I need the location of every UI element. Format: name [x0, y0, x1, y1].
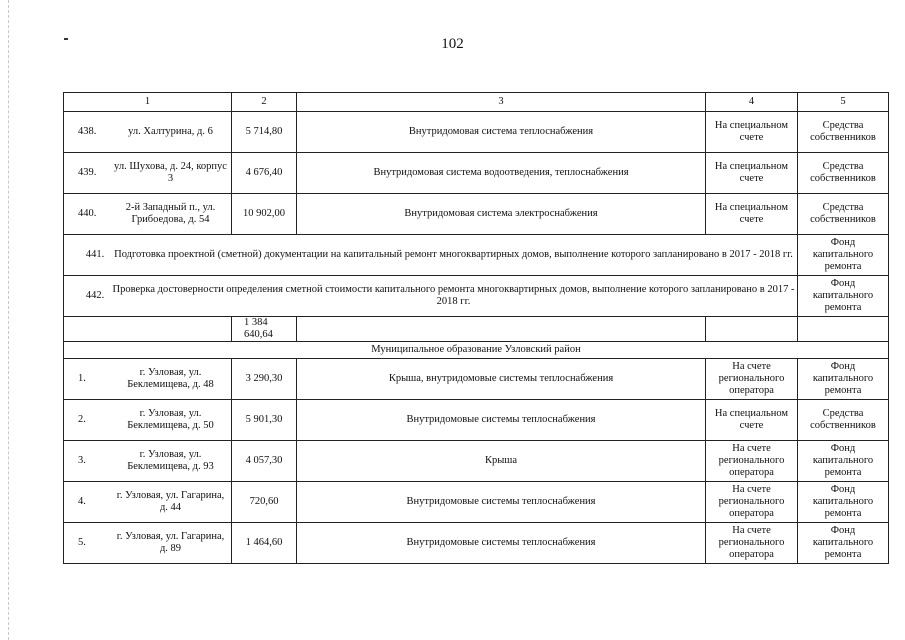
work-description: Подготовка проектной (сметной) документации на капитальный ремонт многоквартирных домов, выполнение которого запланировано в 2017 - 2018 гг. — [114, 249, 793, 260]
house-address: ул. Шухова, д. 24, корпус 3 — [114, 161, 227, 184]
cost-cell: 5 714,80 — [232, 112, 297, 153]
address-cell — [64, 523, 232, 564]
cost-cell: 4 057,30 — [232, 441, 297, 482]
empty-cell — [297, 317, 706, 342]
funding-source-cell: Фонд капитального ремонта — [798, 523, 889, 564]
table-row — [64, 276, 889, 317]
funding-source-cell: Средства собственников — [798, 112, 889, 153]
house-address: г. Узловая, ул. Беклемищева, д. 93 — [127, 449, 214, 472]
account-status-cell: На специальном счете — [706, 153, 798, 194]
description-cell — [64, 276, 798, 317]
cost-cell: 4 676,40 — [232, 153, 297, 194]
empty-cell — [706, 317, 798, 342]
funding-source-cell: Средства собственников — [798, 400, 889, 441]
account-status-cell: На счете регионального оператора — [706, 523, 798, 564]
table-row — [64, 235, 889, 276]
column-header: 1 — [64, 93, 232, 112]
table-row — [64, 194, 889, 235]
work-type-cell: Внутридомовые системы теплоснабжения — [297, 523, 706, 564]
work-type-cell: Внутридомовые системы теплоснабжения — [297, 400, 706, 441]
row-number: 439. — [78, 167, 97, 178]
table-row — [64, 523, 889, 564]
address-cell — [64, 359, 232, 400]
cost-cell: 3 290,30 — [232, 359, 297, 400]
work-type-cell: Внутридомовые системы теплоснабжения — [297, 482, 706, 523]
funding-source-cell: Фонд капитального ремонта — [798, 359, 889, 400]
address-cell — [64, 482, 232, 523]
house-address: г. Узловая, ул. Беклемищева, д. 50 — [127, 408, 214, 431]
account-status-cell: На специальном счете — [706, 112, 798, 153]
column-header: 2 — [232, 93, 297, 112]
row-number: 442. — [85, 290, 105, 301]
cost-cell: 5 901,30 — [232, 400, 297, 441]
house-address: 2-й Западный п., ул. Грибоедова, д. 54 — [125, 202, 216, 225]
funding-source-cell: Фонд капитального ремонта — [798, 441, 889, 482]
column-header: 5 — [798, 93, 889, 112]
row-number: 440. — [78, 208, 97, 219]
table-row — [64, 482, 889, 523]
table-row — [64, 400, 889, 441]
work-type-cell: Внутридомовая система теплоснабжения — [297, 112, 706, 153]
work-type-cell: Внутридомовая система водоотведения, теплоснабжения — [297, 153, 706, 194]
work-type-cell: Крыша — [297, 441, 706, 482]
row-number: 3. — [78, 455, 86, 466]
cost-cell: 10 902,00 — [232, 194, 297, 235]
work-description: Проверка достоверности определения сметной стоимости капитального ремонта многоквартирных домов, выполнение которого запланировано в 2017 - 2018 гг. — [112, 284, 795, 307]
cost-cell: 720,60 — [232, 482, 297, 523]
table-row — [64, 359, 889, 400]
total-row — [64, 317, 889, 342]
column-header: 4 — [706, 93, 798, 112]
column-header: 3 — [297, 93, 706, 112]
row-number: 441. — [85, 249, 105, 260]
address-cell — [64, 441, 232, 482]
work-type-cell: Внутридомовая система электроснабжения — [297, 194, 706, 235]
section-title: Муниципальное образование Узловский район — [64, 342, 889, 359]
account-status-cell: На счете регионального оператора — [706, 359, 798, 400]
funding-source-cell: Средства собственников — [798, 194, 889, 235]
account-status-cell: На специальном счете — [706, 194, 798, 235]
scan-edge-line — [8, 0, 10, 640]
description-cell — [64, 235, 798, 276]
row-number: 1. — [78, 373, 86, 384]
cost-cell: 1 464,60 — [232, 523, 297, 564]
funding-source-cell: Средства собственников — [798, 153, 889, 194]
address-cell — [64, 112, 232, 153]
total-cost-cell: 1 384 640,64 — [232, 317, 297, 342]
row-number: 4. — [78, 496, 86, 507]
funding-source-cell: Фонд капитального ремонта — [798, 276, 889, 317]
column-number-header-row — [64, 93, 889, 112]
page-number: 102 — [441, 36, 464, 52]
work-type-cell: Крыша, внутридомовые системы теплоснабжения — [297, 359, 706, 400]
section-heading-row — [64, 342, 889, 359]
row-number: 2. — [78, 414, 86, 425]
empty-cell — [64, 317, 232, 342]
funding-source-cell: Фонд капитального ремонта — [798, 482, 889, 523]
funding-source-cell: Фонд капитального ремонта — [798, 235, 889, 276]
account-status-cell: На счете регионального оператора — [706, 441, 798, 482]
row-number: 5. — [78, 537, 86, 548]
address-cell — [64, 194, 232, 235]
account-status-cell: На специальном счете — [706, 400, 798, 441]
house-address: г. Узловая, ул. Беклемищева, д. 48 — [127, 367, 214, 390]
empty-cell — [798, 317, 889, 342]
table-row — [64, 112, 889, 153]
table-row — [64, 153, 889, 194]
house-address: ул. Халтурина, д. 6 — [128, 126, 213, 137]
address-cell — [64, 153, 232, 194]
address-cell — [64, 400, 232, 441]
house-address: г. Узловая, ул. Гагарина, д. 44 — [116, 490, 225, 513]
row-number: 438. — [78, 126, 97, 137]
repair-register-table — [63, 92, 889, 564]
house-address: г. Узловая, ул. Гагарина, д. 89 — [116, 531, 225, 554]
account-status-cell: На счете регионального оператора — [706, 482, 798, 523]
table-row — [64, 441, 889, 482]
